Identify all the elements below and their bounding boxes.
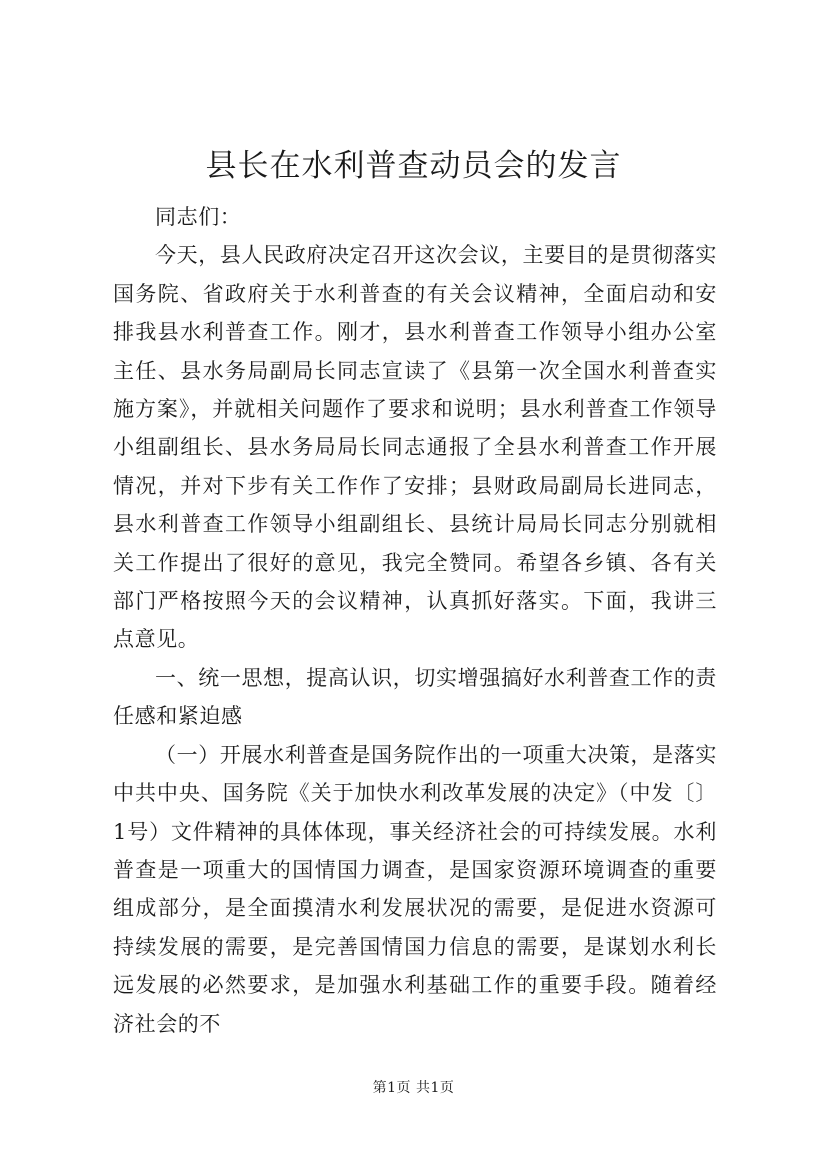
paragraph-subsection-1: （一）开展水利普查是国务院作出的一项重大决策，是落实中共中央、国务院《关于加快水利改革发展的决定》（中发〔〕1号）文件精神的具体体现，事关经济社会的可持续发展。水利普查是一项重大的国情国力调查，是国家资源环境调查的重要组成部分，是全面摸清水利发展状况的需要，是促进水资源可持续发展的需要，是完善国情国力信息的需要，是谋划水利长远发展的必然要求，是加强水利基础工作的重要手段。随着经济社会的不 xyxy=(113,742,717,1036)
section-heading-1: 一、统一思想，提高认识，切实增强搞好水利普查工作的责任感和紧迫感 xyxy=(113,665,717,729)
document-title: 县长在水利普查动员会的发言 xyxy=(205,148,622,184)
paragraph-opening: 今天，县人民政府决定召开这次会议，主要目的是贯彻落实国务院、省政府关于水利普查的有关会议精神，全面启动和安排我县水利普查工作。刚才，县水利普查工作领导小组办公室主任、县水务局副局长同志宣读了《县第一次全国水利普查实施方案》，并就相关问题作了要求和说明；县水利普查工作领导小组副组长、县水务局局长同志通报了全县水利普查工作开展情况，并对下步有关工作作了安排；县财政局副局长进同志，县水利普查工作领导小组副组长、县统计局局长同志分别就相关工作提出了很好的意见，我完全赞同。希望各乡镇、各有关部门严格按照今天的会议精神，认真抓好落实。下面，我讲三点意见。 xyxy=(113,243,717,652)
document-body xyxy=(113,198,717,1043)
salutation: 同志们： xyxy=(155,205,242,229)
page-footer: 第1页 共1页 xyxy=(372,1080,455,1096)
